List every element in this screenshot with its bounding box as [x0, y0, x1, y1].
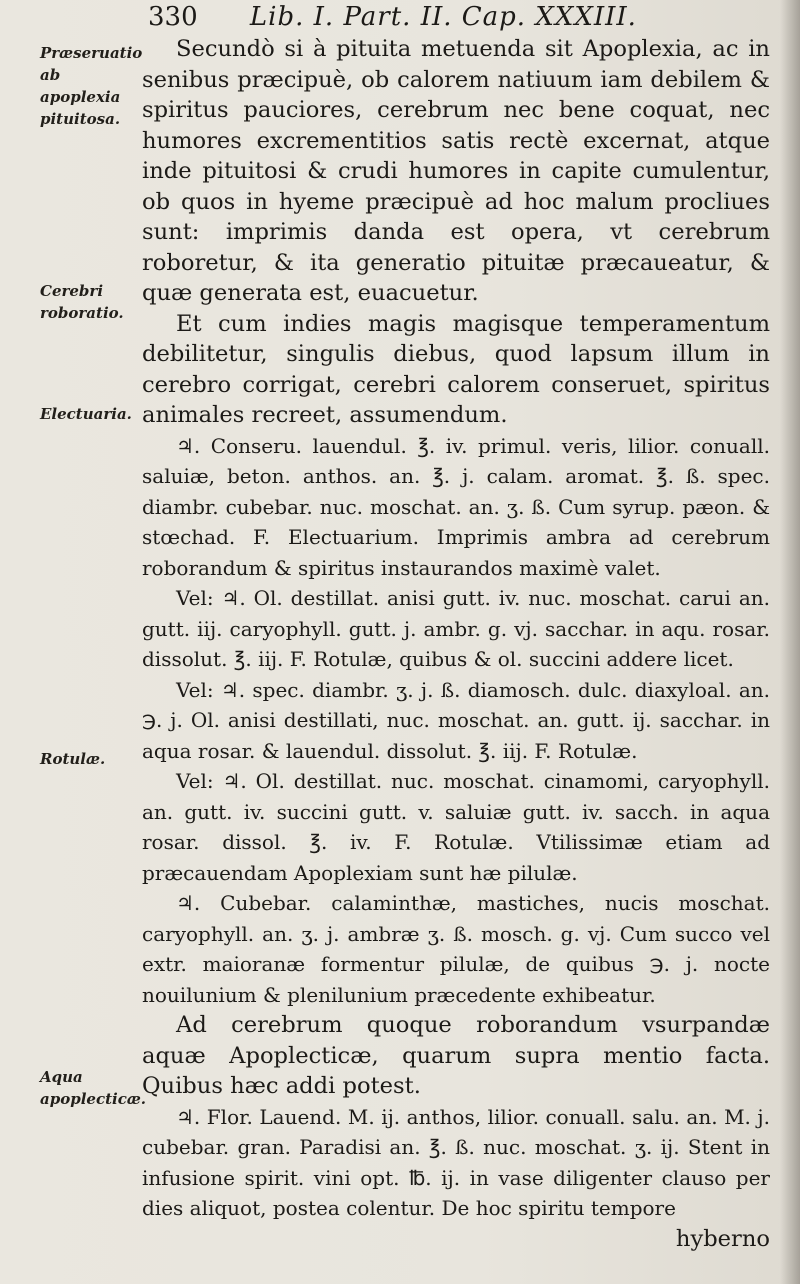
recipe-paragraph: ♃. Conseru. lauendul. ℥. iv. primul. veris, lilior. conuall. saluiæ, beton. anthos. an. ℥. j. calam. aromat. ℥. ß. spec. diambr. cubebar. nuc. moschat. an. ʒ. ß. Cum syrup. pæon. & stœchad. F. Electuarium. Imprimis ambra ad cerebrum roborandum & spiritus instaurandos maximè valet. — [142, 433, 770, 580]
catchword: hyberno — [675, 1225, 770, 1252]
margin-note-rotulae: Rotulæ. — [40, 750, 106, 768]
running-header — [148, 2, 788, 36]
body-text — [142, 34, 770, 1254]
paragraph: Et cum indies magis magisque temperamentum debilitetur, singulis diebus, quod lapsum illum in cerebro corrigat, cerebri calorem conseruet, spiritus animales recreet, assumendum. — [142, 310, 770, 428]
margin-note-aqua: Aqua apoplecticæ. — [40, 1068, 147, 1108]
recipe-paragraph: Vel: ♃. Ol. destillat. nuc. moschat. cinamomi, caryophyll. an. gutt. iv. succini gutt. v. saluiæ gutt. iv. sacch. in aqua rosar. dissol. ℥. iv. F. Rotulæ. Vtilissimæ etiam ad præcauendam Apoplexiam sunt hæ pilulæ. — [142, 769, 770, 885]
recipe-paragraph: ♃. Flor. Lauend. M. ij. anthos, lilior. conuall. salu. an. M. j. cubebar. gran. Paradisi an. ℥. ß. nuc. moschat. ʒ. ij. Stent in infusione spirit. vini opt. ℔. ij. in vase diligenter clauso per dies aliquot, postea colentur. De hoc spiritu tempore — [142, 1104, 770, 1220]
margin-note-praeseruatio: Præseruatio ab apoplexia pituitosa. — [40, 44, 143, 128]
recipe-paragraph: Vel: ♃. Ol. destillat. anisi gutt. iv. nuc. moschat. carui an. gutt. iij. caryophyll. gutt. j. ambr. g. vj. sacchar. in aqu. rosar. dissolut. ℥. iij. F. Rotulæ, quibus & ol. succini addere licet. — [142, 586, 770, 671]
page-edge-shadow — [780, 0, 800, 1284]
margin-note-cerebri: Cerebri roboratio. — [40, 282, 124, 322]
running-head: Lib. I. Part. II. Cap. XXXIII. — [249, 2, 637, 32]
paragraph: Secundò si à pituita metuenda sit Apoplexia, ac in senibus præcipuè, ob calorem natiuum iam debilem & spiritus pauciores, cerebrum nec bene coquat, nec humores excrementitios satis rectè excernat, atque inde pituitosi & crudi humores in capite cumulentur, ob quos in hyeme præcipuè ad hoc malum procliues sunt: imprimis danda est opera, vt cerebrum roboretur, & ita generatio pituitæ præcaueatur, & quæ generata est, euacuetur. — [142, 36, 770, 306]
recipe-paragraph: Vel: ♃. spec. diambr. ʒ. j. ß. diamosch. dulc. diaxyloal. an. ℈. j. Ol. anisi destillati, nuc. moschat. an. gutt. ij. sacchar. in aqua rosar. & lauendul. dissolut. ℥. iij. F. Rotulæ. — [142, 677, 770, 763]
margin-note-electuaria: Electuaria. — [40, 405, 132, 423]
page-number: 330 — [148, 2, 198, 32]
recipe-paragraph: ♃. Cubebar. calaminthæ, mastiches, nucis moschat. caryophyll. an. ʒ. j. ambræ ʒ. ß. mosch. g. vj. Cum succo vel extr. maioranæ formentur pilulæ, de quibus ℈. j. nocte nouilunium & plenilunium præcedente exhibeatur. — [142, 891, 770, 1007]
paragraph: Ad cerebrum quoque roborandum vsurpandæ aquæ Apoplecticæ, quarum supra mentio facta. Quibus hæc addi potest. — [142, 1012, 770, 1099]
